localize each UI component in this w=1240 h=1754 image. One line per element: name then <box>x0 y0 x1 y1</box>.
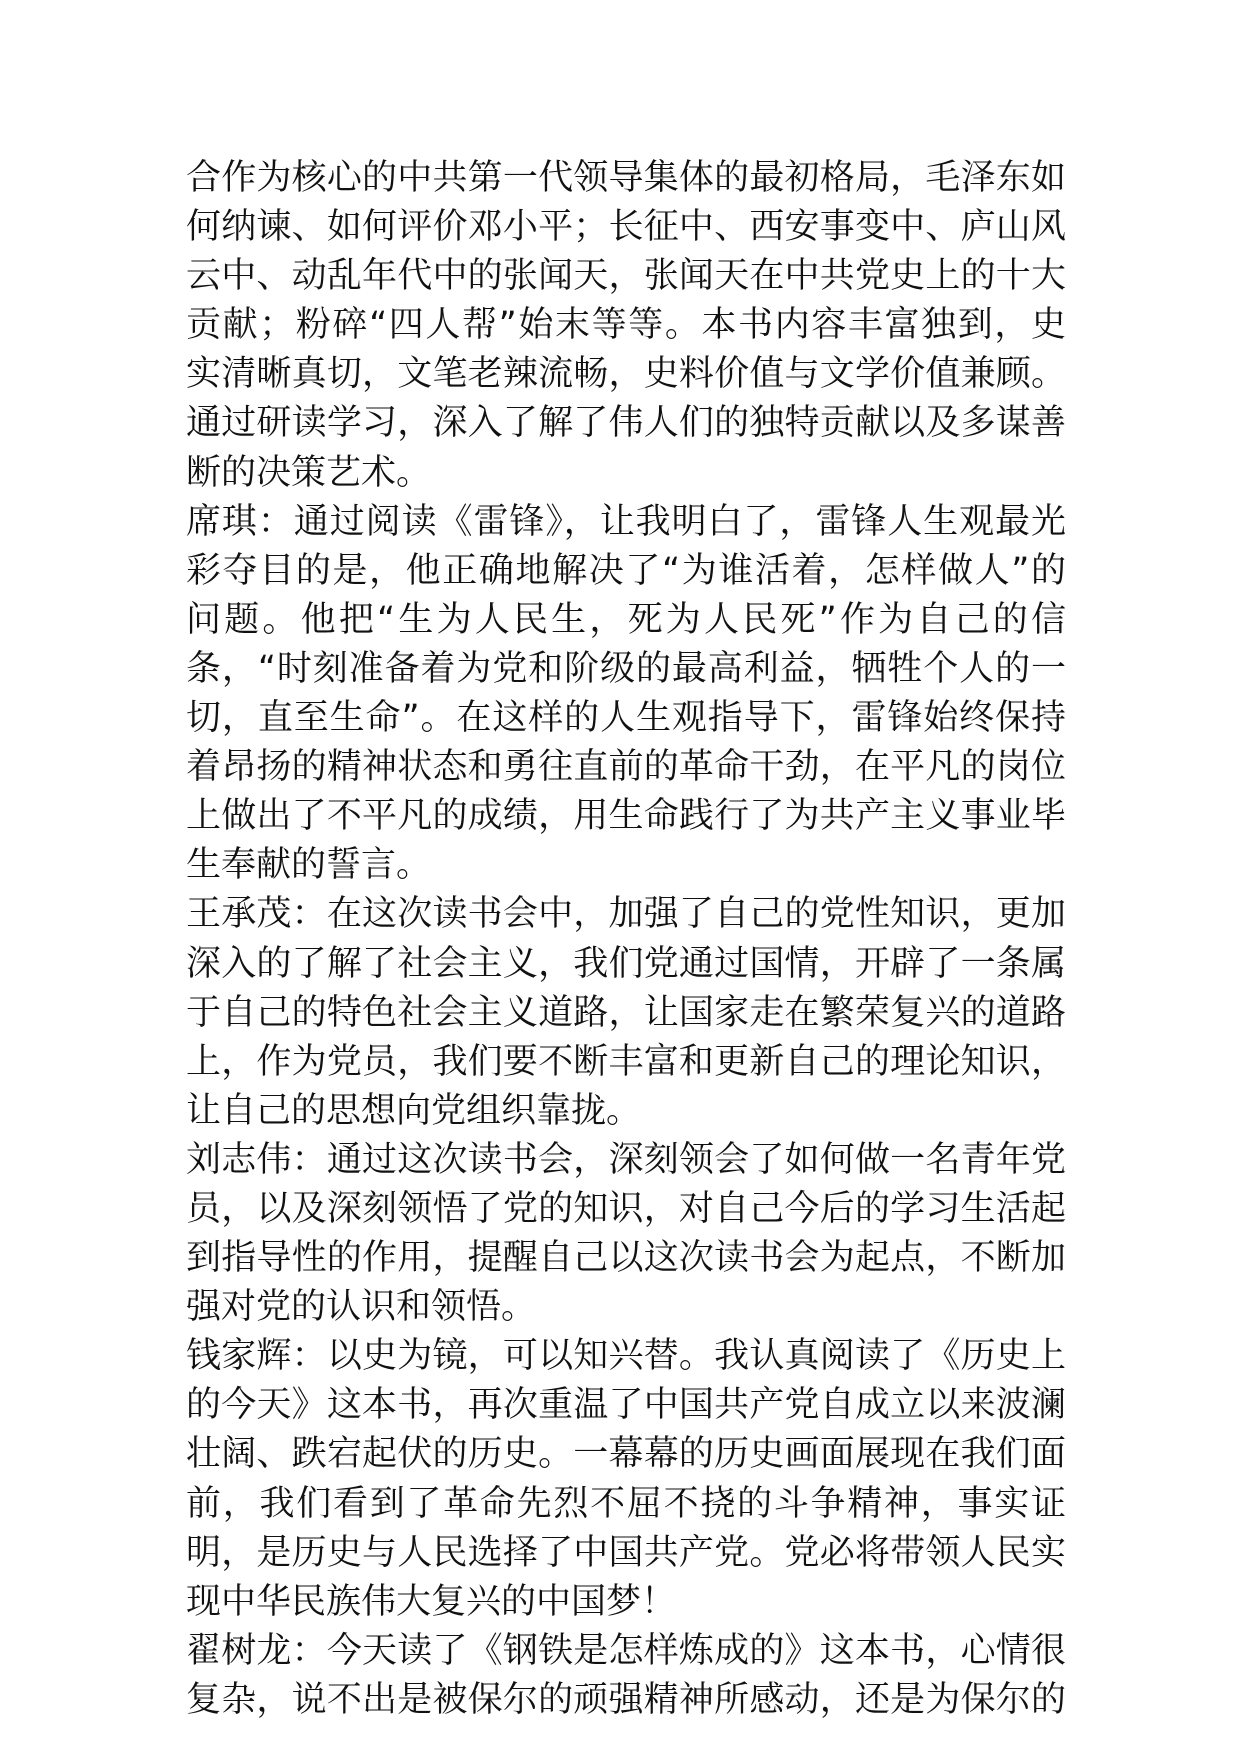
text-line: 钱家辉：以史为镜，可以知兴替。我认真阅读了《历史上 <box>186 1336 1066 1377</box>
text-line: 到指导性的作用，提醒自己以这次读书会为起点，不断加 <box>186 1238 1066 1279</box>
text-line: 上做出了不平凡的成绩，用生命践行了为共产主义事业毕 <box>186 796 1066 837</box>
text-line: 席琪：通过阅读《雷锋》，让我明白了，雷锋人生观最光 <box>186 501 1066 542</box>
text-line: 现中华民族伟大复兴的中国梦！ <box>186 1581 677 1622</box>
text-line: 云中、动乱年代中的张闻天，张闻天在中共党史上的十大 <box>186 256 1066 297</box>
text-line: 于自己的特色社会主义道路，让国家走在繁荣复兴的道路 <box>186 992 1066 1033</box>
text-line: 翟树龙：今天读了《钢铁是怎样炼成的》这本书，心情很 <box>186 1630 1066 1671</box>
text-line: 生奉献的誓言。 <box>186 845 432 886</box>
text-line: 何纳谏、如何评价邓小平；长征中、西安事变中、庐山风 <box>186 207 1066 248</box>
text-line: 着昂扬的精神状态和勇往直前的革命干劲，在平凡的岗位 <box>186 747 1066 788</box>
text-line: 通过研读学习，深入了解了伟人们的独特贡献以及多谋善 <box>186 403 1066 444</box>
text-line: 刘志伟：通过这次读书会，深刻领会了如何做一名青年党 <box>186 1139 1066 1180</box>
text-line: 彩夺目的是，他正确地解决了“为谁活着，怎样做人”的 <box>186 550 1066 591</box>
text-line: 王承茂：在这次读书会中，加强了自己的党性知识，更加 <box>186 894 1066 935</box>
text-line: 强对党的认识和领悟。 <box>186 1287 537 1328</box>
text-line: 断的决策艺术。 <box>186 452 432 493</box>
text-line: 明，是历史与人民选择了中国共产党。党必将带领人民实 <box>186 1532 1066 1573</box>
body-text <box>186 154 1066 1725</box>
text-line: 切，直至生命”。在这样的人生观指导下，雷锋始终保持 <box>186 698 1066 739</box>
text-line: 深入的了解了社会主义，我们党通过国情，开辟了一条属 <box>186 943 1066 984</box>
text-line: 复杂，说不出是被保尔的顽强精神所感动，还是为保尔的 <box>186 1679 1066 1720</box>
text-line: 实清晰真切，文笔老辣流畅，史料价值与文学价值兼顾。 <box>186 354 1066 395</box>
text-line: 贡献；粉碎“四人帮”始末等等。本书内容丰富独到，史 <box>186 305 1066 346</box>
text-line: 前，我们看到了革命先烈不屈不挠的斗争精神，事实证 <box>186 1483 1066 1524</box>
text-line: 壮阔、跌宕起伏的历史。一幕幕的历史画面展现在我们面 <box>186 1434 1066 1475</box>
text-line: 问题。他把“生为人民生，死为人民死”作为自己的信 <box>186 599 1066 640</box>
text-line: 合作为核心的中共第一代领导集体的最初格局，毛泽东如 <box>186 158 1066 198</box>
text-line: 上，作为党员，我们要不断丰富和更新自己的理论知识， <box>186 1041 1066 1082</box>
text-line: 员，以及深刻领悟了党的知识，对自己今后的学习生活起 <box>186 1188 1066 1229</box>
text-line: 的今天》这本书，再次重温了中国共产党自成立以来波澜 <box>186 1385 1066 1426</box>
text-line: 让自己的思想向党组织靠拢。 <box>186 1090 642 1131</box>
text-line: 条，“时刻准备着为党和阶级的最高利益，牺牲个人的一 <box>186 648 1066 689</box>
